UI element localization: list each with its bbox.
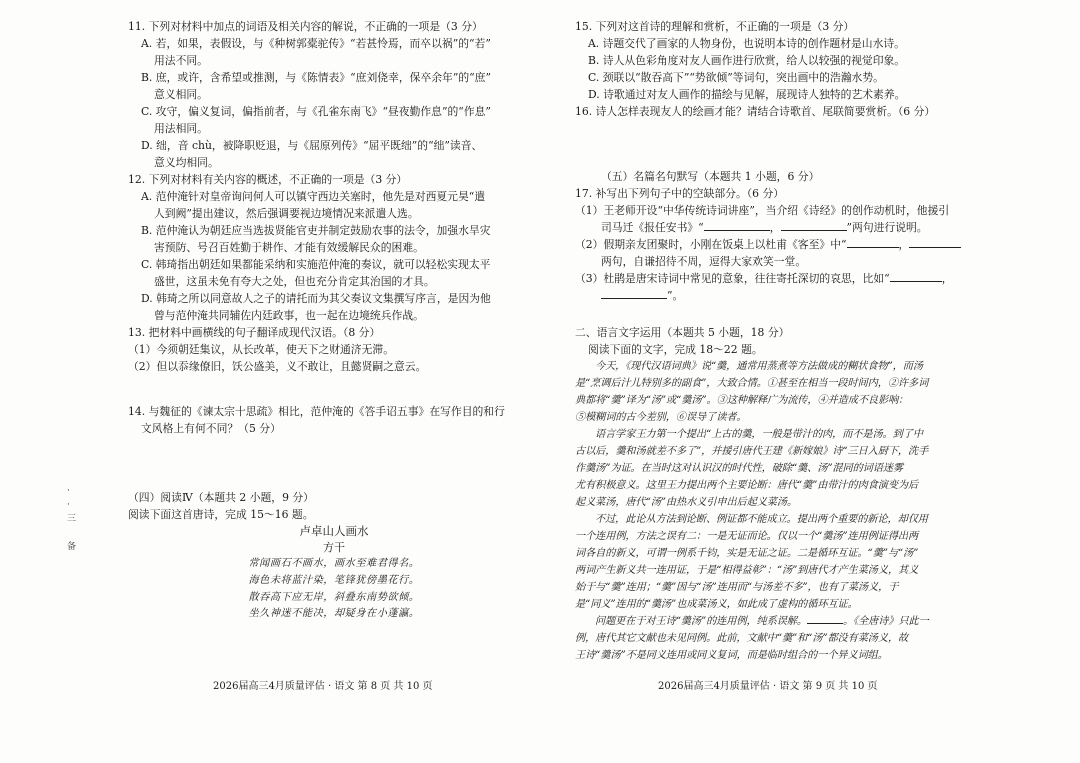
question-17: 17. 补写出下列句子中的空缺部分。（6 分） （1）王老师开设“中华传统诗词讲座”，当介绍《诗经》的创作动机时，他援引 司马迁《报任安书》“ ， ”两句进行说明。 （2）假期亲友团聚时，小刚在饭桌上以杜甫《客至》中“ ， 两句，自谦招待不周，逗得大家欢笑一堂。 （3）杜鹃是唐宋诗词中常见的意象，往往寄托深切的哀思，比如“ ， ”。 — [575, 185, 980, 304]
sentence-1: （1）今须朝廷集议，从长改革，使天下之财通济无滞。 — [128, 343, 394, 356]
answer-blank[interactable] — [704, 220, 770, 231]
sentence-2: （2）但以忝缘僚旧，饫公盛美，义不敢让，且懿贤嗣之意云。 — [128, 360, 427, 373]
answer-blank[interactable] — [601, 288, 667, 299]
question-stem: 13. 把材料中画横线的句子翻译成现代汉语。（8 分） — [128, 326, 381, 339]
option-d: D. 绌，音 chù，被降职贬退，与《屈原列传》“屈平既绌”的“绌”读音、 — [141, 139, 483, 152]
page-footer: 2026届高三4月质量评估 · 语文 第 8 页 共 10 页 — [213, 681, 433, 692]
question-13 — [128, 324, 540, 375]
option-c: C. 韩琦指出朝廷如果都能采纳和实施范仲淹的奏议，就可以轻松实现太平 — [141, 258, 491, 271]
option-d: D. 诗歌通过对友人画作的描绘与见解，展现诗人独特的艺术素养。 — [588, 88, 906, 101]
question-16: 16. 诗人怎样表现友人的绘画才能？请结合诗歌首、尾联简要赏析。（6 分） — [575, 105, 936, 118]
reading-instruction: 阅读下面这首唐诗，完成 15～16 题。 — [128, 508, 314, 521]
reading-4-section — [128, 489, 540, 623]
poem-author: 方干 — [323, 541, 345, 554]
question-15 — [575, 18, 980, 103]
item-3: （3）杜鹃是唐宋诗词中常见的意象，往往寄托深切的哀思，比如“ ， — [575, 272, 953, 285]
reading-instruction: 阅读下面的文字，完成 18～22 题。 — [588, 343, 763, 356]
question-11: 11. 下列对材料中加点的词语及相关内容的解说，不正确的一项是（3 分） A. 若，如果，表假设，与《种树郭橐驼传》“若甚怜焉，而卒以祸”的“若” 用法不同。 B. 庶，或许，含希望或推测，与《陈情表》“庶刘侥幸，保卒余年”的“庶” 意义相同。 C. 攻守，偏义复词，偏指前者，与《孔雀东南飞》“昼夜勤作息”的“作息” 用法相同。 D. 绌，音 chù，被降职贬退，与《屈原列传》“屈平既绌”的“绌”读音、 意义均相同。 — [128, 18, 540, 171]
question-14: 14. 与魏征的《谏太宗十思疏》相比，范仲淹的《答手诏五事》在写作目的和行 文风格上有何不同？（5 分） — [128, 403, 540, 437]
question-stem: 12. 下列对材料有关内容的概述，不正确的一项是（3 分） — [128, 173, 408, 186]
section-2-header: 二、语言文字运用（本题共 5 小题，18 分） — [575, 326, 790, 339]
answer-blank[interactable] — [781, 220, 847, 231]
question-stem: 11. 下列对材料中加点的词语及相关内容的解说，不正确的一项是（3 分） — [128, 20, 483, 33]
option-a: A. 范仲淹针对皇帝询问何人可以镇守西边关塞时，他先是对西夏元昊“遣 — [141, 190, 486, 203]
question-12: 12. 下列对材料有关内容的概述，不正确的一项是（3 分） A. 范仲淹针对皇帝询问何人可以镇守西边关塞时，他先是对西夏元昊“遣 人到阙”提出建议，然后强调要视边境情况来派遣人选。 B. 范仲淹认为朝廷应当选拔贤能官吏并制定鼓励农事的法令，加强水旱灾 害预防、号召百姓勤于耕作、才能有效缓解民众的困难。 C. 韩琦指出朝廷如果都能采纳和实施范仲淹的奏议，就可以轻松实现太平 盛世，这虽未免有夸大之处，但也充分肯定其治国的才具。 D. 韩琦之所以同意故人之子的请托而为其父奏议文集撰写序言，是因为他 曾与范仲淹共同辅佐内廷政事，也一起在边境统兵作战。 — [128, 171, 540, 324]
option-c: C. 攻守，偏义复词，偏指前者，与《孔雀东南飞》“昼夜勤作息”的“作息” — [141, 105, 491, 118]
section-5-header: （五）名篇名句默写（本题共 1 小题，6 分） — [601, 170, 820, 183]
option-d: D. 韩琦之所以同意故人之子的请托而为其父奏议文集撰写序言，是因为他 — [141, 292, 491, 305]
page-footer: 2026届高三4月质量评估 · 语文 第 9 页 共 10 页 — [658, 681, 878, 692]
page-9 — [575, 18, 980, 718]
margin-marks: · · 三 备 — [67, 486, 77, 552]
poem-line: 常闻画石不画水，画水至难君得名。 — [248, 558, 420, 569]
option-b: B. 庶，或许，含希望或推测，与《陈情表》“庶刘侥幸，保卒余年”的“庶” — [141, 71, 491, 84]
option-c: C. 颈联以“散吞高下”“势欲倾”等词句，突出画中的浩瀚水势。 — [588, 71, 884, 84]
poem-title: 卢卓山人画水 — [299, 524, 369, 538]
reading-passage: 今天，《现代汉语词典》说“羹，通常用蒸煮等方法做成的糊状食物”，而汤 是“烹调后汁儿特别多的副食”，大致合情。①甚至在相当一段时间内，②许多词 典都将“羹”译为“汤”或“羹汤”。③这种解释广为流传，④并造成不良影响： ⑤模糊词的古今差别，⑥误导了读者。 语言学家王力第一个提出“上古的羹，一般是带汁的肉，而不是汤。到了中 古以后，羹和汤就差不多了”，并援引唐代王建《新嫁娘》诗“三日入厨下，洗手 作羹汤”为证。在当时这对认识汉的时代性，破除“羹、汤”混同的词语迷雾 尤有积极意义。这里王力提出两个主要论断：唐代“羹”由带汁的肉食演变为后 起义菜汤，唐代“汤”由热水义引申出后起义菜汤。 不过，此论从方法到论断、例证都不能成立。提出两个重要的新论，却仅用 一个连用例，方法之误有二：一是无证而论。仅以一个“羹汤”连用例证得出两 词各自的新义，可谓一例系千钧，实是无证之证。二是循环互证。“羹”与“汤” 两词产生新义共一连用证，于是“相得益彰”：“汤”到唐代才产生菜汤义，其义 始于与“羹”连用；“羹”因与“汤”连用而“与汤差不多”，也有了菜汤义，于 是“同义”连用的“羹汤”也成菜汤义，如此成了虚构的循环互证。 问题更在于对王诗“羹汤”的连用例，纯系误解。 。《全唐诗》只此一 例，唐代其它文献也未见同例。此前，文献中“羹”和“汤”都没有菜汤义，故 王诗“羹汤”不是同义连用或同义复词，而是临时组合的一个异义词组。 — [575, 361, 929, 661]
poem-line: 散吞高下应无岸，斜叠东南势欲倾。 — [248, 591, 420, 603]
answer-blank[interactable] — [909, 237, 961, 248]
answer-blank[interactable] — [807, 613, 843, 624]
item-2: （2）假期亲友团聚时，小刚在饭桌上以杜甫《客至》中“ ， — [575, 236, 980, 253]
option-a: A. 若，如果，表假设，与《种树郭橐驼传》“若甚怜焉，而卒以祸”的“若” — [141, 37, 491, 50]
page-8 — [128, 18, 540, 718]
question-stem: 17. 补写出下列句子中的空缺部分。（6 分） — [575, 187, 785, 200]
item-1: （1）王老师开设“中华传统诗词讲座”，当介绍《诗经》的创作动机时，他援引 — [575, 204, 950, 217]
question-stem: 14. 与魏征的《谏太宗十思疏》相比，范仲淹的《答手诏五事》在写作目的和行 — [128, 405, 505, 418]
poem-line: 海色未将蓝汁染，笔锋犹傍墨花行。 — [248, 574, 420, 586]
question-stem: 15. 下列对这首诗的理解和赏析，不正确的一项是（3 分） — [575, 20, 855, 33]
option-a: A. 诗题交代了画家的人物身份，也说明本诗的创作题材是山水诗。 — [588, 37, 905, 50]
answer-blank[interactable] — [890, 271, 942, 282]
poem-line: 坐久神迷不能决，却疑身在小蓬瀛。 — [248, 608, 420, 620]
option-b: B. 诗人从色彩角度对友人画作进行欣赏，给人以较强的视觉印象。 — [588, 54, 906, 67]
answer-blank[interactable] — [847, 237, 899, 248]
section-header: （四）阅读Ⅳ（本题共 2 小题，9 分） — [128, 491, 314, 504]
option-b: B. 范仲淹认为朝廷应当选拔贤能官吏并制定鼓励农事的法令，加强水旱灾 — [141, 224, 491, 237]
